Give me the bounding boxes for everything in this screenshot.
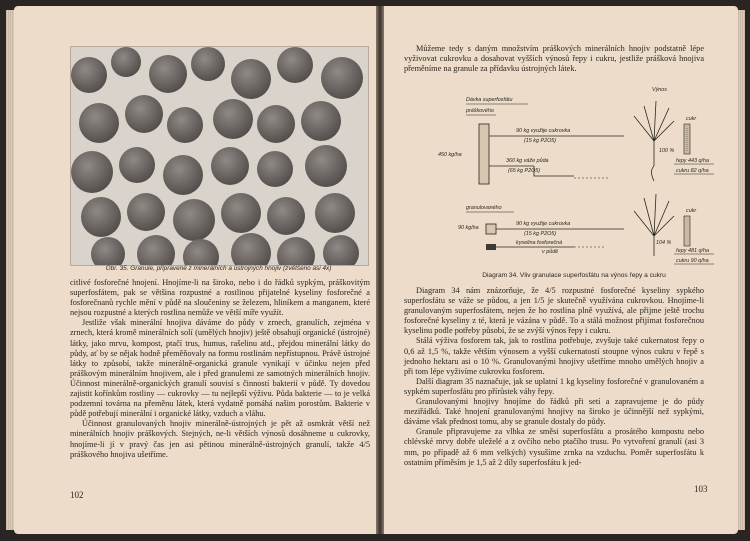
granule bbox=[125, 95, 163, 133]
sugar-bar bbox=[684, 216, 690, 246]
label-100: 100 % bbox=[659, 148, 675, 154]
paragraph: Účinnost granulovaných hnojiv minerálně-ústrojných je pět až osmkrát větší než minerálních hnojiv práškových. Stejných, ne-li větších výnosů dosáhneme u cukrovky, hnojíme-li jí v pravý čas jen asi pětinou minerálně-ústrojných granulí, takže 4/5 práškového hnojiva ušetříme. bbox=[70, 419, 370, 459]
paragraph: Granule připravujeme za vlhka ze směsi superfosfátu a prosátého kompostu nebo chlévské mrvy dobře uleželé a z ovčího nebo ptačího trusu. Po vytvoření granulí (asi 3 mm, po případě až 6 mm velkých) vysušíme zrnka na vzduchu. Poměr superfosfátu k ostatním příměsím je 1,5 až 2 díly superfosfátu k jed- bbox=[404, 427, 704, 467]
granule bbox=[79, 103, 119, 143]
granule bbox=[71, 57, 107, 93]
paragraph: Další diagram 35 naznačuje, jak se uplatní 1 kg kyseliny fosforečné v granulovaném a sypkém superfosfátu pro přírůstek váhy řepy. bbox=[404, 376, 704, 396]
granule bbox=[137, 235, 175, 266]
sugar-beet-icon bbox=[634, 101, 674, 181]
label-vpude: v půdě bbox=[542, 249, 559, 255]
granule bbox=[257, 151, 293, 187]
granule bbox=[167, 107, 203, 143]
page-number: 102 bbox=[70, 490, 84, 500]
right-page-edge bbox=[738, 10, 745, 530]
diagram-caption: Diagram 34. Vliv granulace superfosfátu na výnos řepy a cukru bbox=[482, 272, 666, 279]
granule bbox=[277, 237, 315, 266]
label-cukr-a: cukr bbox=[686, 116, 697, 122]
granule bbox=[305, 145, 347, 187]
label-cukr-b: cukr bbox=[686, 208, 697, 214]
paragraph: Můžeme tedy s daným množstvím práškových minerálních hnojiv podstatně lépe vyživovat cukrovku a dosahovat vyšších výnosů řepy i cukru, jestliže prášková hnojiva přeměníme na granule za přídavku ústrojných látek. bbox=[404, 44, 704, 74]
granule bbox=[183, 239, 219, 266]
label-360kg2: (65 kg P2O5) bbox=[508, 168, 541, 174]
granule bbox=[173, 199, 215, 241]
paragraph: Stálá výživa fosforem tak, jak to rostlina potřebuje, zvyšuje také cukernatost řepy o 0,6 až 1,5 %, takže větším výnosem a vyšší cukernatostí stoupne výnos cukru v řepě s jednoho hektaru asi o 10 %. Granulovanými hnojivy ušetříme mnoho umělých hnojiv a při tom lépe vyživíme cukrovku fosforem. bbox=[404, 336, 704, 376]
granule bbox=[257, 105, 295, 143]
left-page bbox=[14, 6, 376, 534]
paragraph: Granulovanými hnojivy hnojíme do řádků při setí a zapravujeme je do půdy meziřádků. Také hnojení granulovanými hnojivy na široko je účinnější než sypkými, dáváme však přednost tomu, aby se granule dostaly do půdy. bbox=[404, 397, 704, 427]
label-vynos: Výnos bbox=[652, 87, 667, 93]
right-page bbox=[384, 6, 738, 534]
granule bbox=[315, 193, 355, 233]
intro-paragraph bbox=[404, 44, 704, 74]
label-praskoveho: práškového bbox=[466, 108, 494, 114]
label-450: 450 kg/ha bbox=[438, 152, 462, 158]
soil-block bbox=[486, 244, 496, 250]
label-cukru-b: cukru 90 q/ha bbox=[676, 258, 709, 264]
label-90kg-a: 90 kg využije cukrovka bbox=[516, 128, 571, 134]
superphosphate-block bbox=[479, 124, 489, 184]
label-360kg: 360 kg váže půda bbox=[506, 158, 549, 164]
label-90kg-b: 90 kg využije cukrovka bbox=[516, 221, 571, 227]
diagram-34 bbox=[424, 86, 724, 276]
granule bbox=[277, 47, 313, 83]
granule bbox=[91, 237, 125, 266]
granule bbox=[81, 197, 121, 237]
label-90kg-b2: (15 kg P2O5) bbox=[524, 231, 557, 237]
left-page-text bbox=[70, 278, 370, 460]
label-repy-a: řepy 443 q/ha bbox=[676, 158, 709, 164]
granule bbox=[111, 47, 141, 77]
granule bbox=[127, 193, 165, 231]
granule bbox=[213, 99, 253, 139]
granule-block bbox=[486, 224, 496, 234]
page-number: 103 bbox=[694, 484, 708, 494]
figure-caption: Obr. 35. Granule, připravené z minerálních a ústrojných hnojiv (zvětšeno asi 4x) bbox=[105, 265, 332, 272]
granule bbox=[211, 147, 249, 185]
granule bbox=[149, 55, 187, 93]
granule bbox=[191, 47, 225, 81]
label-90kgha: 90 kg/ha bbox=[458, 225, 479, 231]
granule bbox=[231, 59, 271, 99]
paragraph: citlivé fosforečné hnojení. Hnojíme-li na široko, nebo i do řádků sypkým, práškovitým superfosfátem, pak se většina rozpustné a rostlinou přijatelné kyseliny fosforečné a fosforečnanů rychle mění v půdě na sloučeniny se železem, hliníkem a manganem, které nejsou rozpustné a kterých rostlina nemůže ve větší míře využít. bbox=[70, 278, 370, 318]
label-104: 104 % bbox=[656, 240, 672, 246]
granule bbox=[231, 233, 271, 266]
granule bbox=[163, 155, 203, 195]
label-90kg-a2: (15 kg P2O5) bbox=[524, 138, 557, 144]
granule bbox=[301, 101, 341, 141]
label-cukru-a: cukru 82 q/ha bbox=[676, 168, 709, 174]
label-kyselina: kyselina fosforečná bbox=[516, 240, 563, 246]
label-granulovaneho: granulovaného bbox=[466, 205, 502, 211]
right-page-text bbox=[404, 286, 704, 468]
paragraph: Diagram 34 nám znázorňuje, že 4/5 rozpustné fosforečné kyseliny sypkého superfosfátu se váže se půdou, a jen 1/5 je skutečně využívána cukrovkou. Hnojíme-li granulovaným superfosfátem, nejen že ho rostlina plně využívá, ale přijme ještě trochu fosforečné kyseliny z té, která je vázána v půdě. To a stálá možnost přijímat fosforečnou kyselinu podle potřeby působí, že se zvýší výnos řepy i cukru. bbox=[404, 286, 704, 336]
label-repy-b: řepy 481 q/ha bbox=[676, 248, 709, 254]
granules-photo bbox=[70, 46, 369, 266]
sugar-beet-icon bbox=[634, 194, 674, 256]
granule bbox=[221, 193, 261, 233]
granule bbox=[267, 197, 305, 235]
granule bbox=[71, 151, 113, 193]
granule bbox=[321, 57, 363, 99]
book-gutter bbox=[376, 6, 384, 534]
granule bbox=[119, 147, 155, 183]
paragraph: Jestliže však minerální hnojiva dáváme do půdy v zrnech, granulích, zejména v zrnech, která kromě minerálních solí (umělých hnojiv) ještě obsahují organické (ústrojné) látky, jako mrvu, kompost, ptačí trus, humus, rašelinu atd., přejdou minerální látky do půdy, ať by se nějak hodně přeměňovaly na formu rostlinám nepřístupnou. Právě ústrojné látky to způsobí, takže minerálně-organická granule vynikají v účinku nejen před práškovým minerálním hnojivem, ale i před granulemi ze samotných minerálních hnojiv. Účinnost minerálně-organických granulí souvisí s činností bakterií v půdě. Ty dovedou zajistit kořínkům rostliny — cukrovky — tu nejlepší výživu. Půda bakterie — to je velká podzemní továrna na přeměnu látek, která vydatně pomáhá našim porostům. Bakterie v půdě potřebují minerální i organické látky, vzduch a vláhu. bbox=[70, 318, 370, 419]
granule bbox=[323, 235, 359, 266]
label-davka: Dávka superfosfátu bbox=[466, 97, 513, 103]
left-page-edge bbox=[6, 10, 14, 530]
